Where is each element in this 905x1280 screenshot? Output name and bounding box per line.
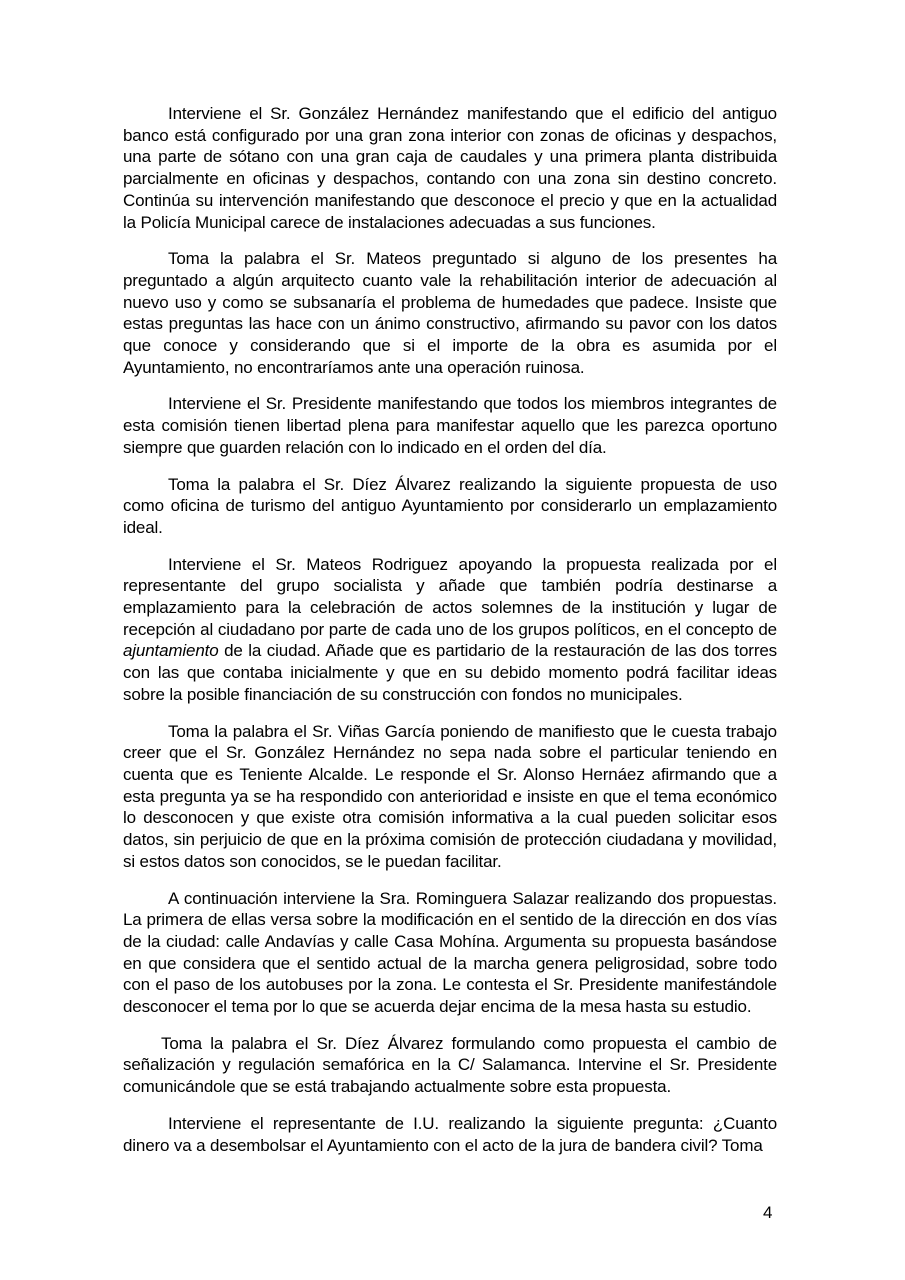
paragraph-4 <box>123 474 777 539</box>
paragraph-6 <box>123 721 777 873</box>
paragraph-9 <box>123 1113 777 1156</box>
text-run: Toma la palabra el Sr. Mateos preguntado si alguno de los presentes ha preguntado a algún arquitecto cuanto vale la rehabilitación interior de adecuación al nuevo uso y como se subsanaría el problema de humedades que padece. Insiste que estas preguntas las hace con un ánimo constructivo, afirmando su pavor con los datos que conoce y considerando que si el importe de la obra es asumida por el Ayuntamiento, no encontraríamos ante una operación ruinosa. <box>123 249 777 377</box>
document-body <box>123 103 777 1171</box>
text-run: Interviene el Sr. González Hernández manifestando que el edificio del antiguo banco está configurado por una gran zona interior con zonas de oficinas y despachos, una parte de sótano con una gran caja de caudales y una primera planta distribuida parcialmente en oficinas y despachos, contando con una zona sin destino concreto. Continúa su intervención manifestando que desconoce el precio y que en la actualidad la Policía Municipal carece de instalaciones adecuadas a sus funciones. <box>123 104 777 232</box>
paragraph-5 <box>123 554 777 706</box>
italic-text-run: ajuntamiento <box>123 641 219 661</box>
text-run: Interviene el representante de I.U. realizando la siguiente pregunta: ¿Cuanto dinero va a desembolsar el Ayuntamiento con el acto de la jura de bandera civil? Toma <box>123 1113 777 1155</box>
paragraph-8 <box>123 1033 777 1098</box>
page-number: 4 <box>763 1203 773 1222</box>
text-run: Interviene el Sr. Mateos Rodriguez apoyando la propuesta realizada por el representante del grupo socialista y añade que también podría destinarse a emplazamiento para la celebración de actos solemnes de la institución y lugar de recepción al ciudadano por parte de cada uno de los grupos políticos, en el concepto de <box>123 554 777 639</box>
text-run: A continuación interviene la Sra. Rominguera Salazar realizando dos propuestas. La primera de ellas versa sobre la modificación en el sentido de la dirección en dos vías de la ciudad: calle Andavías y calle Casa Mohína. Argumenta su propuesta basándose en que considera que el sentido actual de la marcha genera peligrosidad, sobre todo con el paso de los autobuses por la zona. Le contesta el Sr. Presidente manifestándole desconocer el tema por lo que se acuerda dejar encima de la mesa hasta su estudio. <box>123 888 777 1017</box>
text-run: Toma la palabra el Sr. Díez Álvarez realizando la siguiente propuesta de uso como oficina de turismo del antiguo Ayuntamiento por considerarlo un emplazamiento ideal. <box>123 474 777 537</box>
text-run: Interviene el Sr. Presidente manifestando que todos los miembros integrantes de esta comisión tienen libertad plena para manifestar aquello que les parezca oportuno siempre que guarden relación con lo indicado en el orden del día. <box>123 394 777 457</box>
paragraph-3 <box>123 393 777 458</box>
text-run: de la ciudad. Añade que es partidario de la restauración de las dos torres con las que contaba inicialmente y que en su debido momento podrá facilitar ideas sobre la posible financiación de su construcción con fondos no municipales. <box>123 641 777 704</box>
text-run: Toma la palabra el Sr. Díez Álvarez formulando como propuesta el cambio de señalización y regulación semafórica en la C/ Salamanca. Intervine el Sr. Presidente comunicándole que se está trabajando actualmente sobre esta propuesta. <box>123 1033 777 1097</box>
paragraph-2 <box>123 248 777 378</box>
paragraph-7 <box>123 888 777 1018</box>
paragraph-1 <box>123 103 777 233</box>
text-run: Toma la palabra el Sr. Viñas García poniendo de manifiesto que le cuesta trabajo creer que el Sr. González Hernández no sepa nada sobre el particular teniendo en cuenta que es Teniente Alcalde. Le responde el Sr. Alonso Hernáez afirmando que a esta pregunta ya se ha respondido con anterioridad e insiste en que el tema económico lo desconocen y que existe otra comisión informativa a la cual pueden solicitar esos datos, sin perjuicio de que en la próxima comisión de protección ciudadana y movilidad, si estos datos son conocidos, se le puedan facilitar. <box>123 721 777 871</box>
